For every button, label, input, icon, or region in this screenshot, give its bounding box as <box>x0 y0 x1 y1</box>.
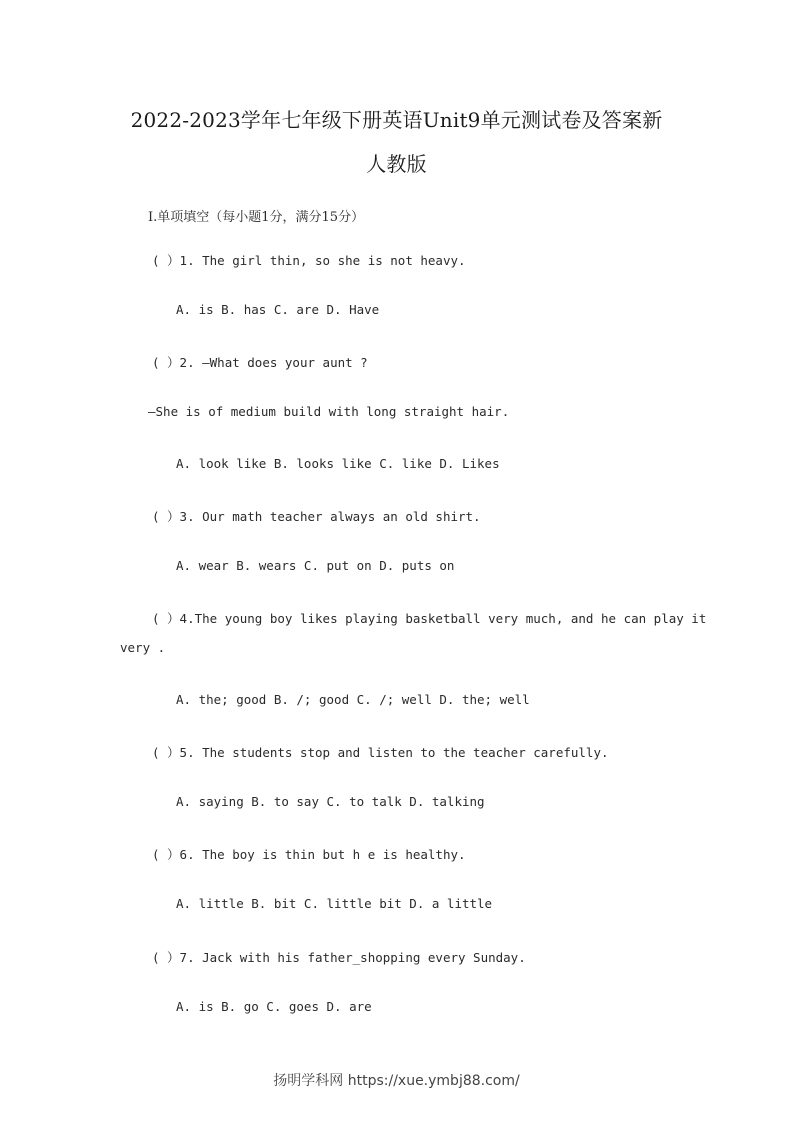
question-7-options: A. is B. go C. goes D. are <box>176 999 372 1014</box>
question-1: ( ）1. The girl thin, so she is not heavy. <box>152 253 466 268</box>
question-6-options: A. little B. bit C. little bit D. a little <box>176 896 493 911</box>
question-4: ( ）4.The young boy likes playing basketball very much, and he can play it <box>152 611 707 626</box>
document-title-line-2: 人教版 <box>366 152 427 176</box>
question-4-continued: very . <box>120 640 166 655</box>
footer-watermark: 扬明学科网 https://xue.ymbj88.com/ <box>273 1073 520 1089</box>
question-3: ( ）3. Our math teacher always an old shirt. <box>152 509 481 524</box>
question-4-options: A. the; good B. /; good C. /; well D. the; well <box>176 692 530 707</box>
question-2-response: —She is of medium build with long straight hair. <box>148 404 510 419</box>
document-title-line-1: 2022-2023学年七年级下册英语Unit9单元测试卷及答案新 <box>130 108 663 132</box>
question-6: ( ）6. The boy is thin but h e is healthy. <box>152 847 466 862</box>
section-heading: I.单项填空（每小题1分，满分15分） <box>148 210 365 225</box>
question-7: ( ）7. Jack with his father_shopping every Sunday. <box>152 950 526 965</box>
question-5: ( ）5. The students stop and listen to the teacher carefully. <box>152 745 609 760</box>
question-2-options: A. look like B. looks like C. like D. Likes <box>176 456 500 471</box>
question-2: ( ）2. —What does your aunt ? <box>152 355 368 370</box>
question-5-options: A. saying B. to say C. to talk D. talking <box>176 794 485 809</box>
question-1-options: A. is B. has C. are D. Have <box>176 302 380 317</box>
question-3-options: A. wear B. wears C. put on D. puts on <box>176 558 455 573</box>
